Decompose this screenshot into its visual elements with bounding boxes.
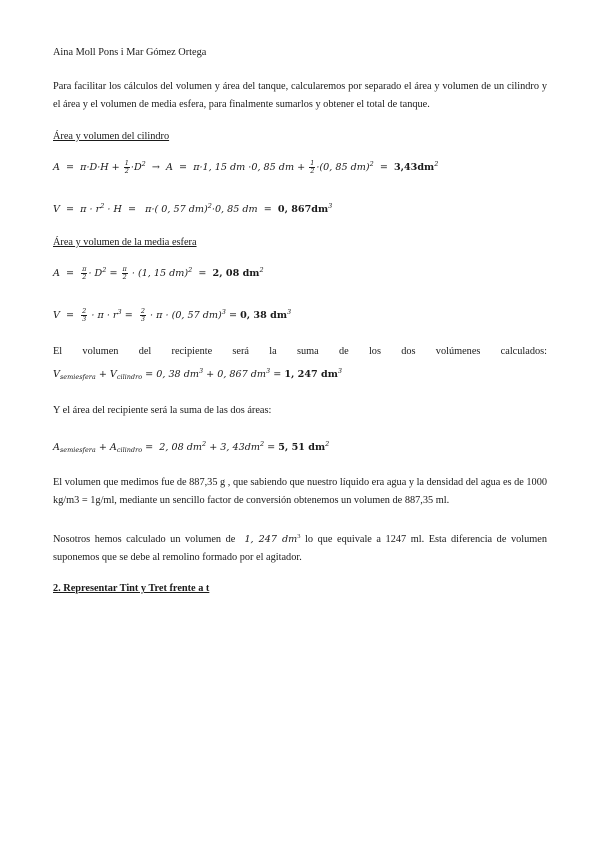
cylinder-heading: Área y volumen del cilindro <box>53 131 170 142</box>
authors-line: Aina Moll Pons i Mar Gómez Ortega <box>53 47 207 58</box>
section-heading: 2. Representar Tint y Tret frente a t <box>53 583 210 594</box>
intro-paragraph: Para facilitar los cálculos del volumen y área del tanque, calcularemos por separado el área y volumen de un cilindro y el área y el volumen de media esfera, para finalmente sumarlos y obtener el total de tanque. <box>53 81 547 110</box>
measured-paragraph: El volumen que medimos fue de 887,35 g , que sabiendo que nuestro líquido era agua y la densidad del agua es de 1000 kg/m3 = 1g/ml, mediante un sencillo factor de conversión obtenemos un volumen de 887,35 ml. <box>53 477 547 506</box>
sph-area-result: 2, 08 dm <box>212 268 260 279</box>
cylinder-area-equation: A = π·D·H + $\frac{1}{2}$ $\cdot D^2 \to A = \pi\cdot 1$, 15 dm ·0, 85 dm + $\frac{1}{2}$ ·(0, 85 $dm)^2 = 3,43dm^2$ <box>53 159 439 175</box>
comparison-text-after: lo que equivale a 1247 ml. Esta diferencia de volumen suponemos que se debe al remolino formado por el agitador. <box>53 534 547 563</box>
cyl-area-result: 3,43dm <box>393 162 435 173</box>
volume-sum-text: El volumen del recipiente será la suma de los dos volúmenes calculados: <box>53 346 547 357</box>
sphere-heading: Área y volumen de la media esfera <box>53 237 197 248</box>
vol-sum-result: 1, 247 dm <box>284 369 338 380</box>
cylinder-volume-equation: $V = \pi \cdot r^2 \cdot H = \pi\cdot$( 0, 57 dm)$^2$·0, 85 dm = 0, $867dm^3$ <box>53 202 333 215</box>
sphere-area-equation: A = $\frac{\pi}{2}$ · $D^2$ = $\frac{\pi}{2}$ · (1, 15 dm)$^2$ = 2, 08 $dm^2$ <box>53 265 264 281</box>
cyl-volume-result: 0, 867dm <box>277 204 329 215</box>
area-sum-text: Y el área del recipiente será la suma de las dos áreas: <box>53 405 272 416</box>
comparison-paragraph: Nosotros hemos calculado un volumen de 1, 247 $dm^3$ lo que equivale a 1247 ml. Esta diferencia de volumen suponemos que se debe al remolino formado por el agitador. <box>53 533 547 563</box>
sph-volume-result: 0, 38 dm <box>240 310 287 321</box>
sphere-volume-equation: V = $\frac{2}{3}$ · $\pi \cdot r^3$ = $\frac{2}{3}$ · π · (0, 57 dm)$^3$ = 0, 38 $dm^3$ <box>53 307 292 323</box>
comparison-value: 1, 247 dm <box>244 534 298 545</box>
comparison-text-before: Nosotros hemos calculado un volumen de <box>53 534 236 545</box>
area-sum-equation: $A_{semiesfera} + A_{cilindro} = 2$, 08 $dm^2 + 3$, $43dm^2 = 5$, 51 $dm^2$ <box>53 440 330 454</box>
area-sum-result: 5, 51 dm <box>278 442 326 453</box>
volume-sum-equation: $V_{semiesfera} + V_{cilindro} = 0$, 38 $dm^3 + 0$, 867 $dm^3 = 1$, 247 $dm^3$ <box>53 367 343 381</box>
